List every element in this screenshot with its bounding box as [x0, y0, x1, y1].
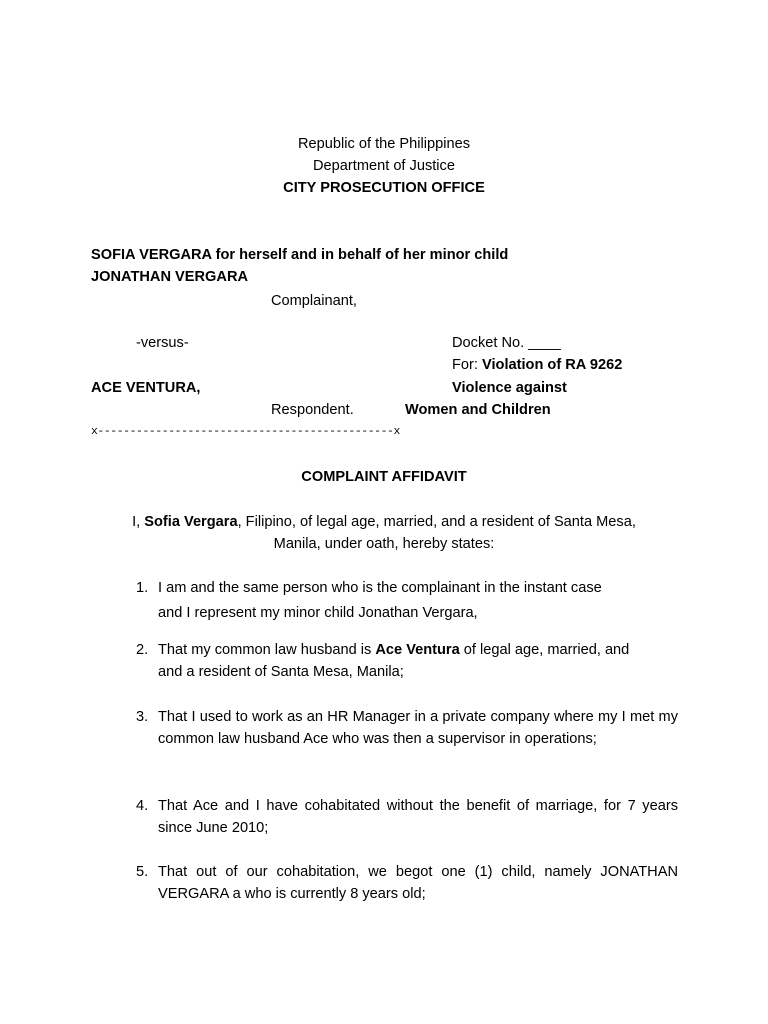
docket-label: Docket No.: [452, 335, 525, 351]
item-line1: [158, 639, 678, 661]
respondent-name: ACE VENTURA,: [91, 380, 201, 396]
intro-line2: Manila, under oath, hereby states:: [273, 536, 495, 552]
item-line1: I am and the same person who is the complainant in the instant case: [158, 580, 602, 596]
for-label: For:: [452, 357, 478, 373]
header-republic: Republic of the Philippines: [298, 136, 470, 152]
header-office: CITY PROSECUTION OFFICE: [283, 180, 485, 196]
husband-name: Ace Ventura: [375, 642, 460, 658]
list-item: [136, 795, 678, 839]
versus-label: -versus-: [136, 335, 189, 351]
intro-line1: [0, 511, 768, 533]
header-department: Department of Justice: [313, 158, 455, 174]
item-text: That I used to work as an HR Manager in a private company where my I met my common law husband Ace who was then a supervisor in operations;: [158, 709, 678, 747]
list-item: [136, 861, 678, 905]
item-text: That Ace and I have cohabitated without the benefit of marriage, for 7 years since June 2010;: [158, 798, 678, 836]
intro-pre: I,: [132, 514, 145, 530]
respondent-label: Respondent.: [271, 402, 354, 418]
item-number: 3.: [136, 709, 149, 725]
case-nature-line2: Violence against: [452, 380, 567, 396]
list-item: [136, 577, 678, 624]
intro-line1-rest: , Filipino, of legal age, married, and a resident of Santa Mesa,: [237, 514, 636, 530]
complainant-name-line1: SOFIA VERGARA for herself and in behalf of her minor child: [91, 247, 509, 263]
violation-text: Violation of RA 9262: [482, 357, 623, 373]
item-text: That out of our cohabitation, we begot one (1) child, namely JONATHAN VERGARA a who is currently 8 years old;: [158, 864, 678, 902]
item-number: 5.: [136, 864, 149, 880]
item-text-pre: That my common law husband is: [158, 642, 376, 658]
item-text-post: of legal age, married, and: [459, 642, 630, 658]
caption-separator: x----------------------------------------------x: [91, 426, 400, 438]
item-line2: and a resident of Santa Mesa, Manila;: [158, 664, 404, 680]
docket-blank: ____: [528, 335, 561, 351]
complainant-name-line2: JONATHAN VERGARA: [91, 269, 249, 285]
complainant-label: Complainant,: [271, 293, 357, 309]
item-number: 4.: [136, 798, 149, 814]
item-line2: and I represent my minor child Jonathan Vergara,: [158, 605, 478, 621]
list-item: [136, 706, 678, 750]
list-item: [136, 639, 678, 683]
document-title: COMPLAINT AFFIDAVIT: [301, 469, 467, 485]
case-nature-line3: Women and Children: [405, 402, 551, 418]
case-nature-line1: [452, 354, 622, 376]
affiant-name: Sofia Vergara: [144, 514, 238, 530]
docket-number: [452, 332, 561, 354]
item-number: 1.: [136, 580, 149, 596]
item-number: 2.: [136, 642, 149, 658]
